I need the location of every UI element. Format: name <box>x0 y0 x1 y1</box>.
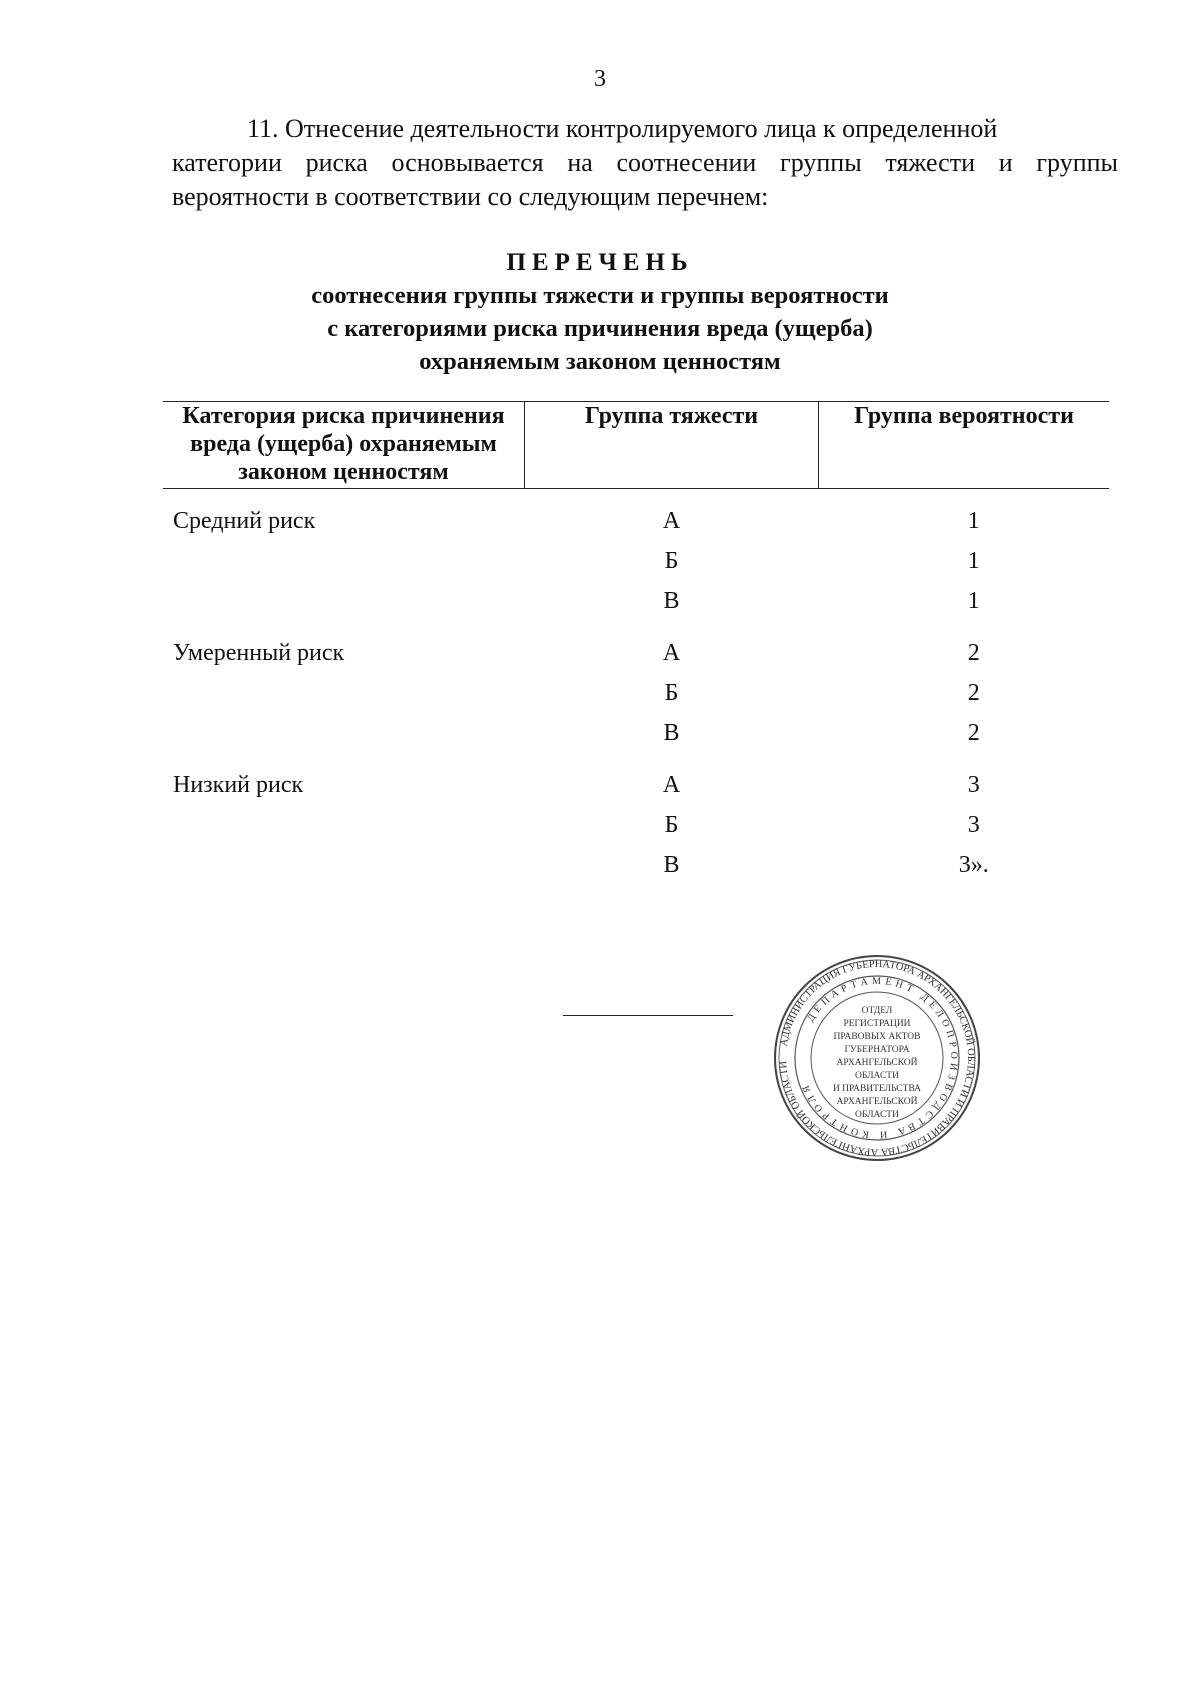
stamp-center-line: АРХАНГЕЛЬСКОЙ <box>836 1058 918 1068</box>
heading-line-3: с категориями риска причинения вреда (ущерба) <box>327 315 873 342</box>
stamp-center-line: ГУБЕРНАТОРА <box>844 1045 910 1055</box>
stamp-center-line: ОБЛАСТИ <box>855 1071 899 1081</box>
header-severity: Группа тяжести <box>525 402 819 489</box>
table-row <box>163 541 1109 581</box>
stamp-center-line: АРХАНГЕЛЬСКОЙ <box>836 1097 918 1107</box>
table-row <box>163 581 1109 621</box>
paragraph-first-line: 11. Отнесение деятельности контролируемого лица к определенной <box>247 114 998 143</box>
probability-cell: 1 <box>967 548 980 574</box>
heading-title: ПЕРЕЧЕНЬ <box>506 249 694 276</box>
heading-line-2: соотнесения группы тяжести и группы вероятности <box>311 282 889 309</box>
stamp-inner-text: ДЕПАРТАМЕНТ ДЕЛОПРОИЗВОДСТВА И КОНТРОЛЯ <box>799 975 960 1141</box>
severity-cell: А <box>662 772 681 798</box>
stamp-center-line: ОБЛАСТИ <box>855 1110 899 1120</box>
probability-cell: 3 <box>967 812 980 838</box>
severity-cell: В <box>663 852 680 878</box>
severity-cell: Б <box>664 812 679 838</box>
page-number: 3 <box>594 66 606 92</box>
paragraph-rest: категории риска основывается на соотнесении группы тяжести и группы вероятности в соответствии со следующим перечнем: <box>172 148 1118 211</box>
severity-cell: В <box>663 720 680 746</box>
probability-cell: 1 <box>967 588 980 614</box>
severity-cell: А <box>662 508 681 534</box>
category-cell: Умеренный риск <box>173 640 345 666</box>
risk-table <box>163 401 1109 885</box>
severity-cell: Б <box>664 548 679 574</box>
table-row <box>163 633 1109 673</box>
stamp-center-text <box>833 1006 921 1120</box>
stamp-outer-text: АДМИНИСТРАЦИЯ ГУБЕРНАТОРА АРХАНГЕЛЬСКОЙ ОБЛАСТИ И ПРАВИТЕЛЬСТВА АРХАНГЕЛЬСКОЙ ОБЛАСТИ <box>777 958 977 1158</box>
category-cell: Низкий риск <box>173 772 304 798</box>
table-row <box>163 805 1109 845</box>
probability-cell: 3 <box>967 772 980 798</box>
stamp-center-line: РЕГИСТРАЦИИ <box>843 1019 911 1029</box>
table-row <box>163 713 1109 753</box>
heading-line-4: охраняемым законом ценностям <box>419 348 781 375</box>
table-row <box>163 501 1109 541</box>
header-probability: Группа вероятности <box>819 402 1110 489</box>
severity-cell: А <box>662 640 681 666</box>
stamp-center-line: И ПРАВИТЕЛЬСТВА <box>832 1084 922 1094</box>
severity-cell: Б <box>664 680 679 706</box>
probability-cell: 1 <box>967 508 980 534</box>
severity-cell: В <box>663 588 680 614</box>
official-stamp <box>772 953 982 1163</box>
probability-cell: 3». <box>958 852 989 878</box>
stamp-center-line: ОТДЕЛ <box>861 1006 893 1016</box>
table-header-row <box>163 402 1109 489</box>
probability-cell: 2 <box>967 680 980 706</box>
probability-cell: 2 <box>967 640 980 666</box>
table-row <box>163 673 1109 713</box>
header-category: Категория риска причинения вреда (ущерба) охраняемым законом ценностям <box>163 402 525 489</box>
paragraph-11 <box>172 112 1118 214</box>
signature-line <box>563 1015 733 1016</box>
table-row <box>163 845 1109 885</box>
probability-cell: 2 <box>967 720 980 746</box>
stamp-center-line: ПРАВОВЫХ АКТОВ <box>833 1032 921 1042</box>
table-row <box>163 765 1109 805</box>
list-heading <box>0 246 1200 378</box>
category-cell: Средний риск <box>173 508 316 534</box>
